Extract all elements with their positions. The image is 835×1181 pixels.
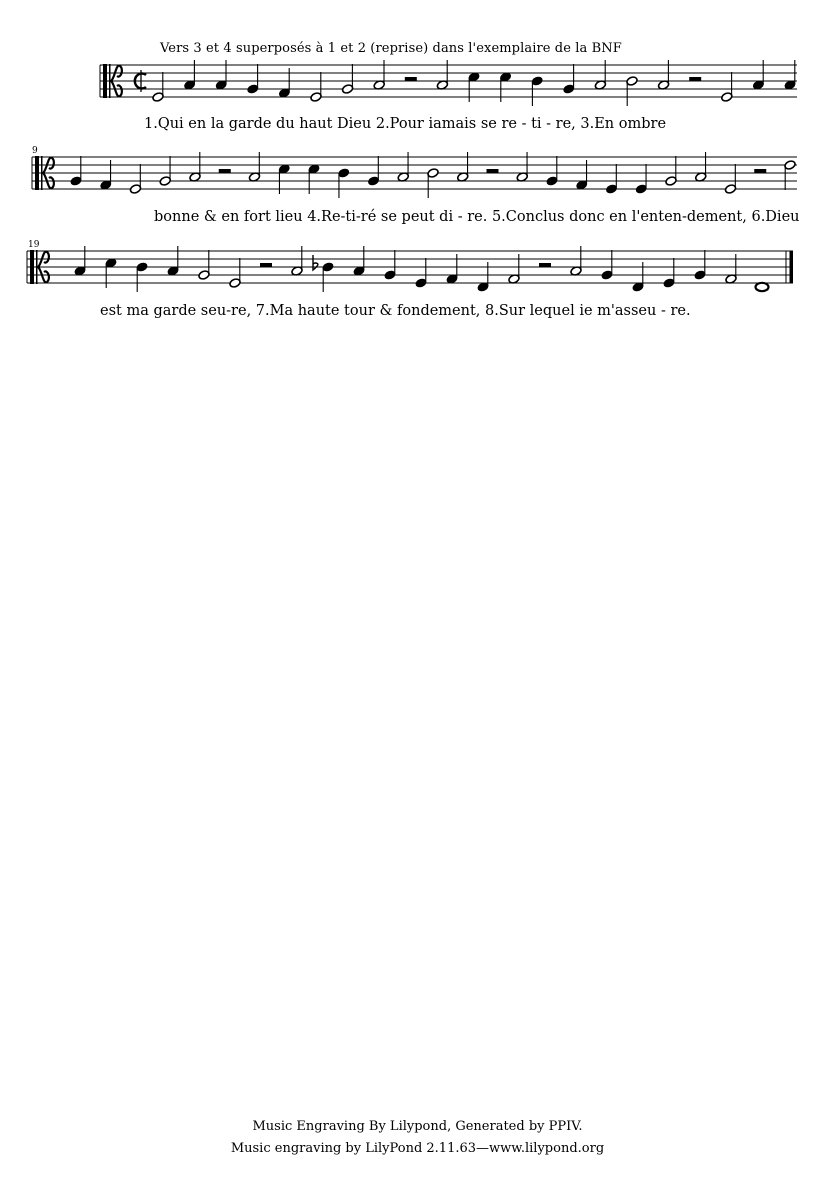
quarter-note [338, 168, 350, 198]
staff-system-1 [0, 55, 835, 115]
half-note [721, 72, 733, 102]
half-note [397, 152, 409, 182]
quarter-note [247, 64, 259, 94]
half-note [516, 152, 528, 182]
half-rest [260, 263, 272, 267]
staff-system-3 [0, 241, 835, 301]
half-rest [754, 169, 766, 173]
half-note [129, 164, 141, 194]
quarter-note [353, 246, 365, 276]
half-note [570, 246, 582, 276]
quarter-note [601, 250, 613, 280]
half-note [341, 64, 353, 94]
quarter-note [499, 72, 511, 102]
half-note [665, 156, 677, 186]
quarter-note [105, 258, 117, 288]
final-barline-thick [790, 251, 794, 283]
half-note [427, 168, 439, 198]
half-rest [405, 77, 417, 81]
quarter-note [635, 164, 647, 194]
half-note [725, 254, 737, 284]
quarter-note [74, 246, 86, 276]
half-rest [219, 169, 231, 173]
half-rest [487, 169, 499, 173]
quarter-note [784, 60, 796, 90]
quarter-note [136, 262, 148, 292]
quarter-note [313, 255, 334, 292]
half-note [657, 60, 669, 90]
half-note [373, 60, 385, 90]
half-rest [539, 263, 551, 267]
half-note [457, 152, 469, 182]
staff-system-2 [0, 147, 835, 207]
half-note [189, 152, 201, 182]
half-note [695, 152, 707, 182]
half-note [248, 152, 260, 182]
half-note [198, 250, 210, 280]
half-note [152, 72, 164, 102]
half-note [291, 246, 303, 276]
half-note [508, 254, 520, 284]
quarter-note [70, 156, 82, 186]
quarter-note [663, 258, 675, 288]
quarter-note [546, 156, 558, 186]
footer-lilypond-credit: Music engraving by LilyPond 2.11.63—www.lilypond.org [230, 1141, 605, 1156]
quarter-note [367, 156, 379, 186]
quarter-note [415, 258, 427, 288]
lyrics-system-2: bonne & en fort lieu 4.Re-ti-ré se peut di - re. 5.Conclus donc en l'enten-dement, 6.Dieu [154, 209, 800, 225]
quarter-note [215, 60, 227, 90]
half-note [724, 164, 736, 194]
half-note [594, 60, 606, 90]
measure-number-system-2: 9 [32, 146, 38, 156]
quarter-note [167, 246, 179, 276]
quarter-note [563, 64, 575, 94]
quarter-note [278, 68, 290, 98]
quarter-note [531, 76, 543, 106]
quarter-note [605, 164, 617, 194]
lyrics-system-1: 1.Qui en la garde du haut Dieu 2.Pour iamais se re - ti - re, 3.En ombre [144, 116, 667, 132]
half-note [229, 258, 241, 288]
score-header-note: Vers 3 et 4 superposés à 1 et 2 (reprise) dans l'exemplaire de la BNF [160, 41, 622, 56]
quarter-note [100, 160, 112, 190]
half-rest [689, 77, 701, 81]
quarter-note [632, 262, 644, 292]
half-note [310, 72, 322, 102]
quarter-note [183, 60, 195, 90]
quarter-note [752, 60, 764, 90]
quarter-note [694, 250, 706, 280]
quarter-note [477, 262, 489, 292]
footer-engraving-credit: Music Engraving By Lilypond, Generated by PPIV. [252, 1119, 583, 1134]
half-note [626, 76, 638, 106]
whole-note [756, 283, 769, 291]
quarter-note [308, 164, 320, 194]
half-note [784, 160, 796, 190]
quarter-note [446, 254, 458, 284]
lyrics-system-3: est ma garde seu-re, 7.Ma haute tour & fondement, 8.Sur lequel ie m'asseu - re. [100, 303, 691, 319]
quarter-note [468, 72, 480, 102]
quarter-note [278, 164, 290, 194]
quarter-note [576, 160, 588, 190]
half-note [436, 60, 448, 90]
measure-number-system-3: 19 [28, 240, 40, 250]
half-note [159, 156, 171, 186]
quarter-note [384, 250, 396, 280]
flat-accidental [313, 255, 318, 270]
